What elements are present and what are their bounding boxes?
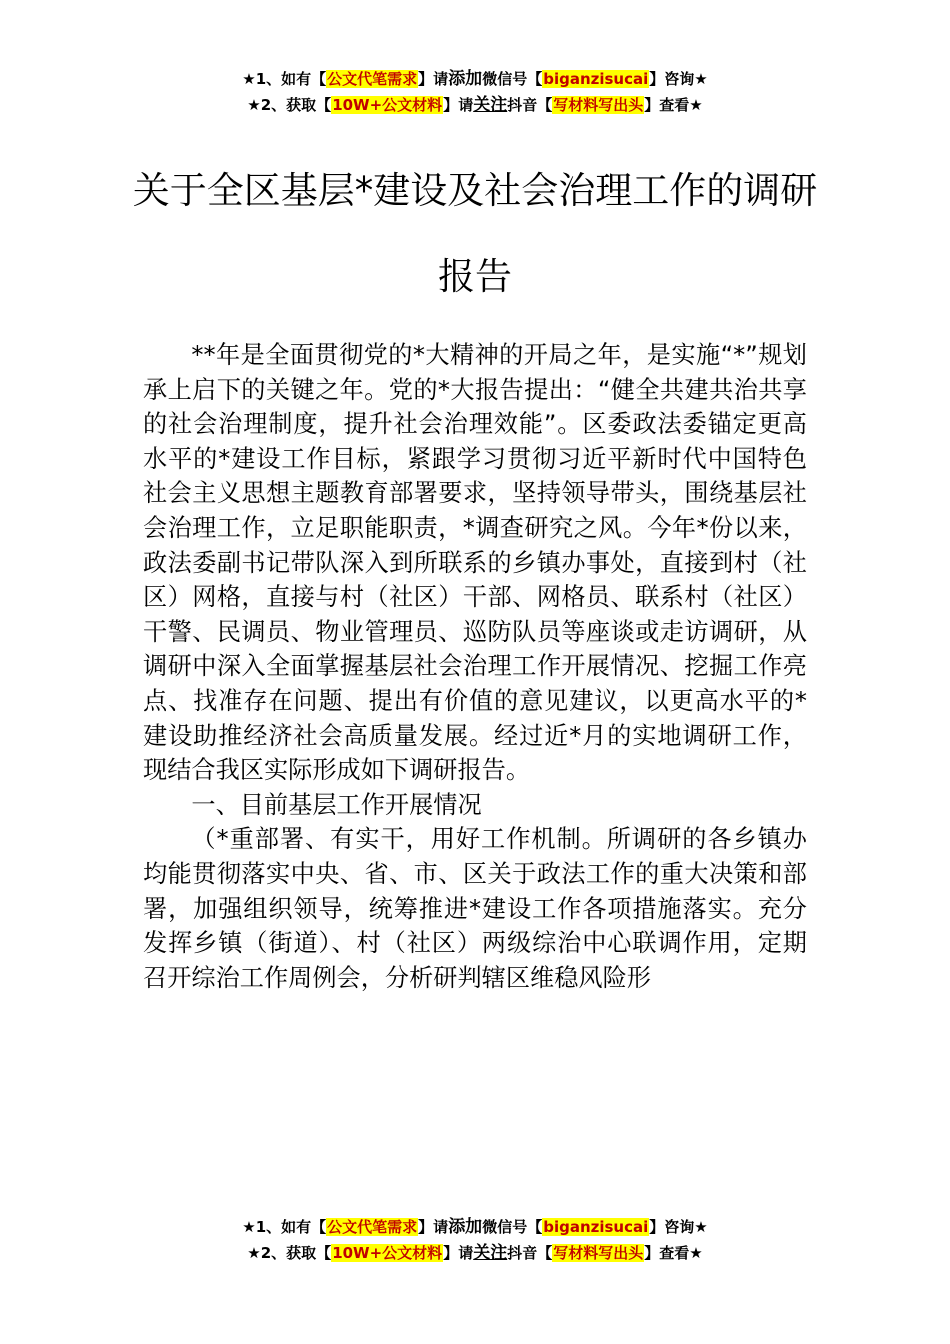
banner-text: ★2、获取【 [247,1244,332,1262]
banner-text: 】咨询★ [649,1218,708,1236]
banner-text: 】咨询★ [649,70,708,88]
banner-highlight: 公文代笔需求 [327,1218,418,1236]
banner-text: ★1、如有【 [242,1218,327,1236]
banner-text: 】查看★ [644,96,703,114]
banner-text: 】查看★ [644,1244,703,1262]
banner-text: ★1、如有【 [242,70,327,88]
banner-emphasis: 添加 [448,69,483,89]
title-line-1: 关于全区基层*建设及社会治理工作的调研 [132,169,818,212]
banner-text: 抖音【 [507,96,553,114]
banner-line-1 [0,66,950,92]
banner-highlight: 写材料写出头 [553,96,644,114]
banner-highlight: 10W+公文材料 [332,96,443,114]
title-line-2: 报告 [438,255,512,298]
banner-highlight: 10W+公文材料 [332,1244,443,1262]
paragraph: **年是全面贯彻党的*大精神的开局之年，是实施“*”规划承上启下的关键之年。党的*大报告提出：“健全共建共治共享的社会治理制度，提升社会治理效能”。区委政法委锚定更高水平的*建设工作目标，紧跟学习贯彻习近平新时代中国特色社会主义思想主题教育部署要求，坚持领导带头，围绕基层社会治理工作，立足职能职责，*调查研究之风。今年*份以来，政法委副书记带队深入到所联系的乡镇办事处，直接到村（社区）网格，直接与村（社区）干部、网格员、联系村（社区）干警、民调员、物业管理员、巡防队员等座谈或走访调研，从调研中深入全面掌握基层社会治理工作开展情况、挖掘工作亮点、找准存在问题、提出有价值的意见建议，以更高水平的*建设助推经济社会高质量发展。经过近*月的实地调研工作，现结合我区实际形成如下调研报告。 [143,341,807,785]
banner-highlight: biganzisucai [543,1218,649,1236]
banner-text: 微信号【 [482,1218,543,1236]
section-heading: 一、目前基层工作开展情况 [191,790,482,819]
banner-text: 】请 [443,96,474,114]
banner-text: ★2、获取【 [247,96,332,114]
paragraph: （*重部署、有实干，用好工作机制。所调研的各乡镇办均能贯彻落实中央、省、市、区关于政法工作的重大决策和部署，加强组织领导，统筹推进*建设工作各项措施落实。充分发挥乡镇（街道）、村（社区）两级综治中心联调作用，定期召开综治工作周例会，分析研判辖区维稳风险形 [143,825,807,992]
banner-text: 】请 [443,1244,474,1262]
document-title [120,148,830,320]
banner-emphasis: 关注 [473,1243,508,1263]
banner-highlight: biganzisucai [543,70,649,88]
banner-text: 】请 [418,1218,449,1236]
banner-highlight: 公文代笔需求 [327,70,418,88]
banner-highlight: 写材料写出头 [553,1244,644,1262]
header-banner [0,66,950,118]
banner-line-2 [0,92,950,118]
footer-banner [0,1214,950,1266]
banner-emphasis: 关注 [473,95,508,115]
document-body [143,338,807,995]
banner-text: 】请 [418,70,449,88]
banner-text: 微信号【 [482,70,543,88]
banner-emphasis: 添加 [448,1217,483,1237]
banner-line-1 [0,1214,950,1240]
banner-text: 抖音【 [507,1244,553,1262]
banner-line-2 [0,1240,950,1266]
